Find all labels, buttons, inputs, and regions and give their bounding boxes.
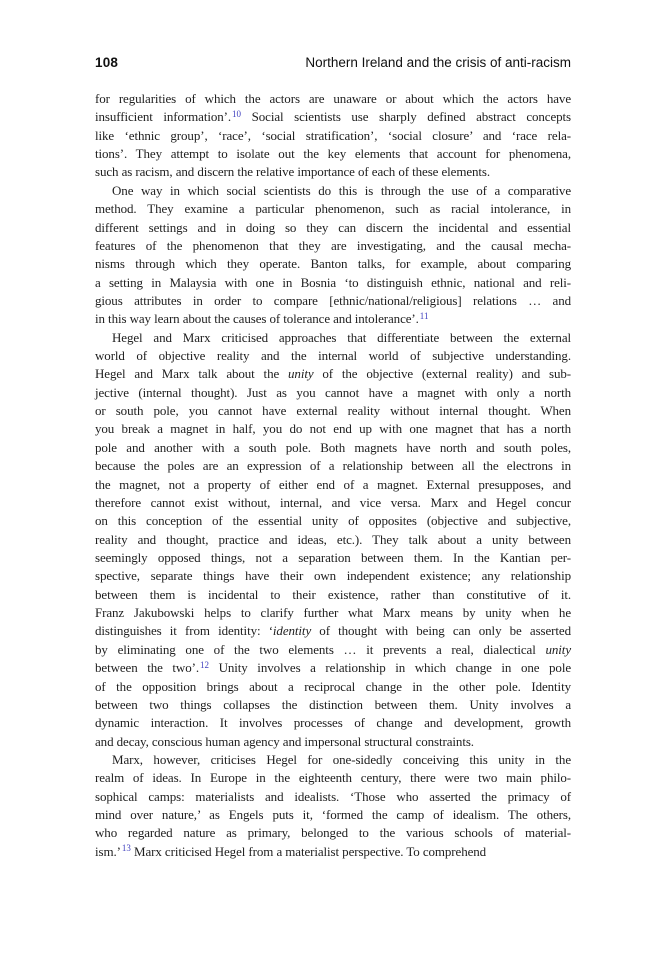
paragraph (95, 751, 571, 861)
text-line: Franz Jakubowski helps to clarify further what Marx means by unity when he (95, 605, 571, 621)
text-line: therefore cannot exist without, internal, and vice versa. Marx and Hegel concur (95, 494, 571, 510)
text-line: Hegel and Marx criticised approaches that differentiate between the external (112, 329, 571, 345)
text-line: reality and thought, practice and ideas, etc.). They talk about a unity between (95, 531, 571, 547)
text-line: spective, separate things have their own independent existence; any relationship (95, 568, 571, 584)
text-line: a setting in Malaysia with one in Bosnia ‘to distinguish ethnic, national and reli- (95, 274, 571, 290)
text-line: such as racism, and discern the relative importance of each of these elements. (95, 164, 491, 180)
paragraph (95, 182, 571, 329)
emphasized-text: identity (272, 623, 312, 639)
body-text (95, 90, 571, 861)
text-line: features of the phenomenon that they are investigating, and the causal mecha- (95, 237, 571, 253)
footnote-ref-10[interactable]: 10 (232, 108, 242, 119)
text-line: sophical camps: materialists and idealists. ‘Those who asserted the primacy of (95, 788, 571, 804)
text-line: Marx, however, criticises Hegel for one-sidedly conceiving this unity in the (112, 751, 571, 767)
running-header (95, 55, 571, 70)
text-line: ism.’$^{13}$ Marx criticised Hegel from a materialist perspective. To comprehend (95, 843, 487, 859)
paragraph (95, 329, 571, 751)
text-line: Hegel and Marx talk about the unity of the objective (external reality) and sub- (95, 366, 571, 382)
text-line: between them is incidental to their existence, rather than constitutive of it. (95, 586, 571, 602)
text-line: and decay, conscious human agency and impersonal structural constraints. (95, 733, 474, 749)
text-line: who regarded nature as primary, belonged to the various schools of material- (95, 825, 571, 841)
text-line: tions’. They attempt to isolate out the key elements that account for phenomena, (95, 146, 571, 162)
text-line: nisms through which they operate. Banton talks, for example, about comparing (95, 256, 571, 272)
text-line: method. They examine a particular phenomenon, such as racial intolerance, in (95, 201, 571, 217)
text-line: because the poles are an expression of a relationship between all the electrons in (95, 458, 571, 474)
text-line: on this conception of the essential unity of opposites (objective and subjective, (95, 513, 571, 529)
text-line: between the two’.$^{12}$ Unity involves a relationship in which change in one pole (95, 659, 571, 676)
text-line: jective (internal thought). Just as you cannot have a magnet with only a north (95, 384, 571, 400)
text-line: the magnet, not a property of either end of a magnet. External presupposes, and (95, 476, 571, 492)
running-title: Northern Ireland and the crisis of anti-racism (305, 55, 571, 70)
text-line: or south pole, you cannot have external reality without internal thought. When (95, 403, 571, 419)
text-line: for regularities of which the actors are unaware or about which the actors have (95, 91, 571, 106)
text-line: you break a magnet in half, you do not end up with one magnet that has a north (95, 421, 571, 437)
footnote-ref-12[interactable]: 12 (199, 659, 209, 670)
text-line: insufficient information’.$^{10}$ Social scientists use sharply defined abstract concepts (95, 108, 571, 125)
page-number: 108 (95, 55, 119, 70)
paragraph (95, 90, 571, 182)
text-line: seemingly opposed things, not a separation between them. In the Kantian per- (95, 549, 571, 565)
text-line: dynamic interaction. It involves processes of change and development, growth (95, 715, 571, 731)
text-line: different settings and in doing so they can discern the incidental and essential (95, 219, 571, 235)
text-line: distinguishes it from identity: ‘identity of thought with being can only be asserted (95, 623, 571, 639)
text-line: between two things collapses the distinction between them. Unity involves a (95, 696, 571, 712)
footnote-ref-13[interactable]: 13 (121, 843, 131, 854)
text-line: realm of ideas. In Europe in the eighteenth century, there were two main philo- (95, 770, 571, 786)
emphasized-text: unity (545, 641, 571, 657)
text-line: One way in which social scientists do this is through the use of a comparative (112, 182, 571, 198)
text-line: by eliminating one of the two elements … it prevents a real, dialectical unity (95, 641, 571, 657)
text-line: in this way learn about the causes of tolerance and intolerance’.$^{11}$ (95, 310, 429, 327)
text-line: world of objective reality and the internal world of subjective understanding. (95, 348, 571, 364)
text-line: pole and another with a south pole. Both magnets have north and south poles, (95, 439, 571, 455)
text-line: gious attributes in order to compare [ethnic/national/religious] relations … and (95, 292, 571, 308)
text-line: mind over nature,’ as Engels puts it, ‘formed the camp of idealism. The others, (95, 807, 571, 823)
footnote-ref-11[interactable]: 11 (419, 310, 429, 321)
text-line: like ‘ethnic group’, ‘race’, ‘social stratification’, ‘social closure’ and ‘race rela- (95, 127, 571, 143)
text-line: of the opposition brings about a reciprocal change in the other pole. Identity (95, 678, 571, 694)
emphasized-text: unity (288, 366, 314, 382)
